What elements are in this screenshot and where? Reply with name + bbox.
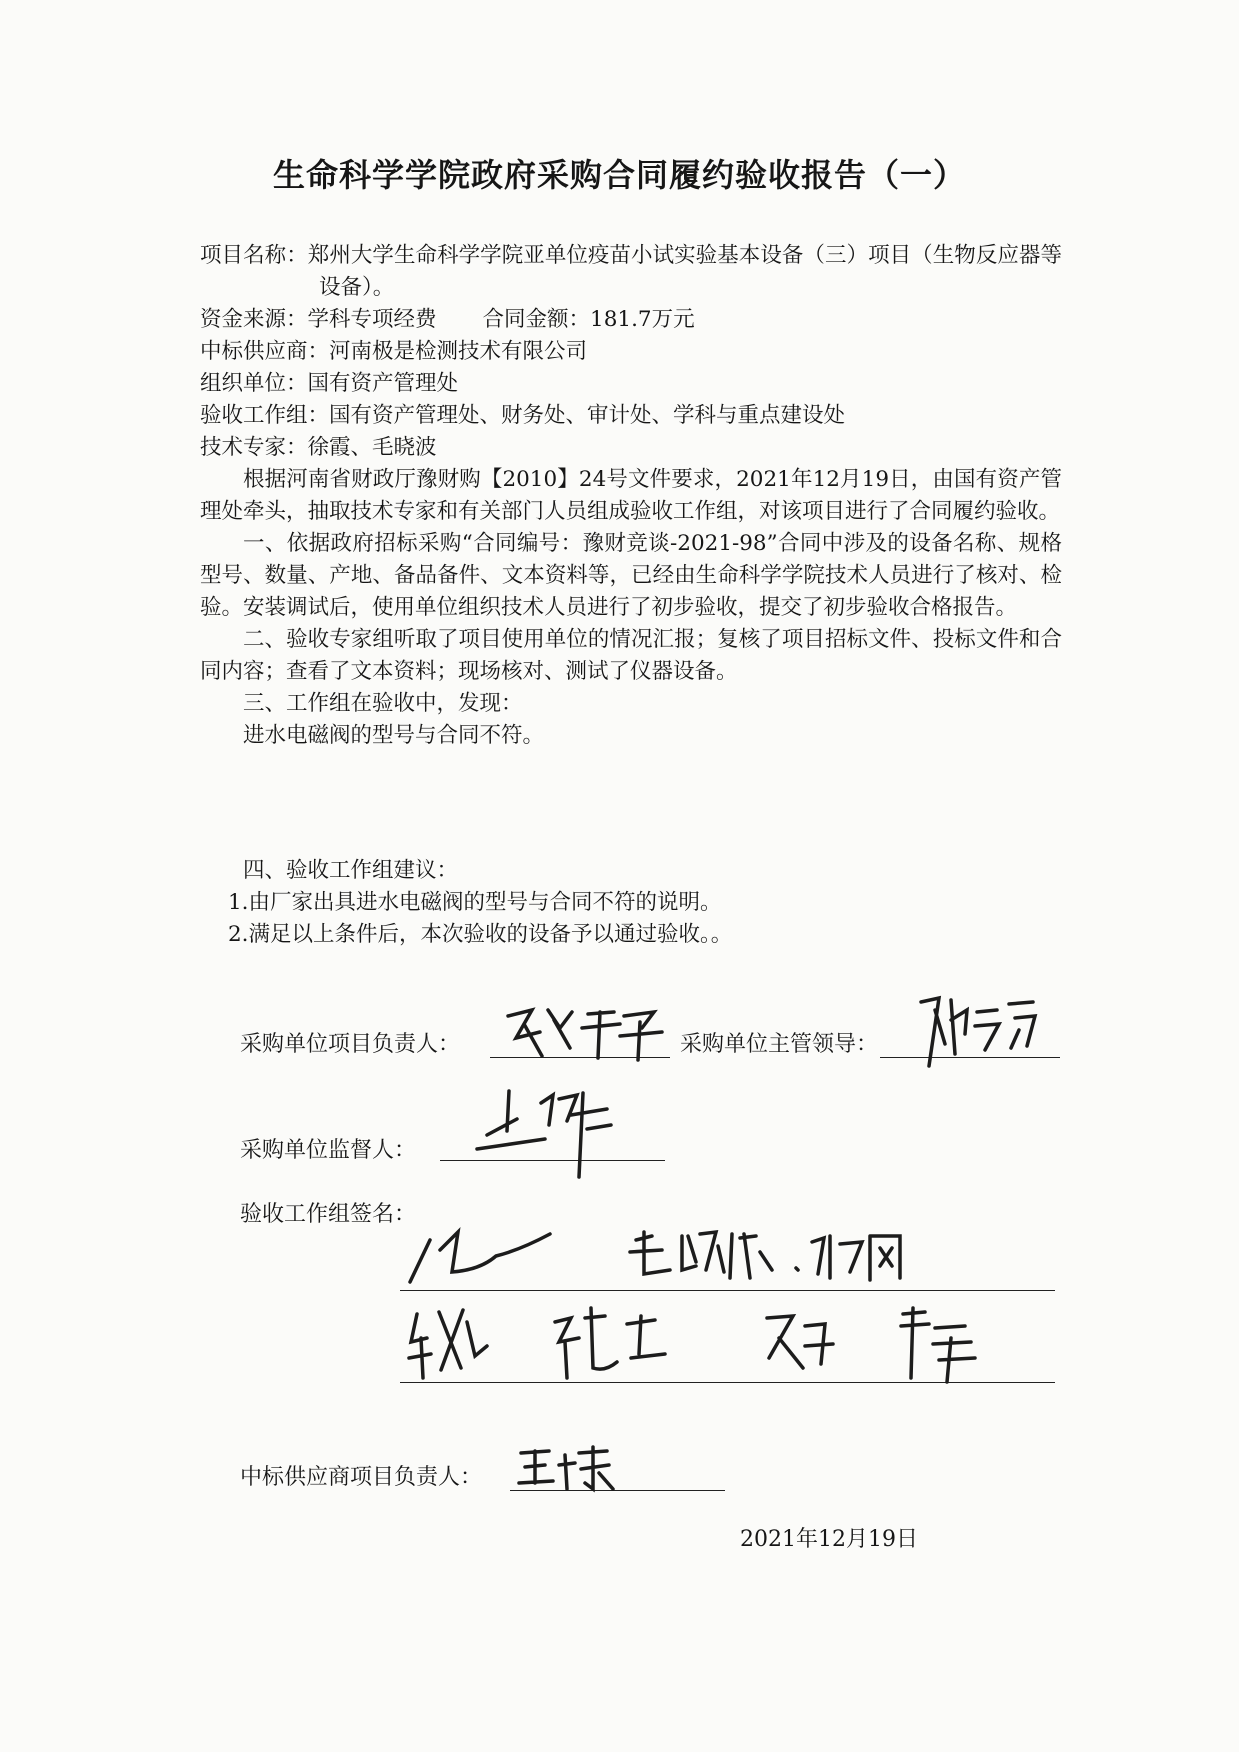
project-lead-label: 采购单位项目负责人：	[240, 1032, 461, 1057]
group-value: 国有资产管理处、财务处、审计处、学科与重点建设处	[329, 403, 846, 428]
org-value: 国有资产管理处	[307, 371, 459, 396]
amount-value: 181.7万元	[590, 307, 695, 332]
supervisor-signature	[475, 1085, 625, 1184]
supervisor-label: 采购单位监督人：	[240, 1138, 417, 1163]
intro-paragraph: 根据河南省财政厅豫财购【2010】24号文件要求，2021年12月19日，由国有资产管理处牵头，抽取技术专家和有关部门人员组成验收工作组，对该项目进行了合同履约验收。	[200, 467, 1062, 524]
report-date: 2021年12月19日	[740, 1527, 918, 1552]
manager-signature	[915, 990, 1045, 1074]
group-signatures-row-2	[405, 1298, 1055, 1392]
project-name-line	[200, 240, 1062, 304]
section-three-heading: 三、工作组在验收中，发现：	[243, 691, 523, 716]
supplier-lead-signature	[515, 1443, 625, 1497]
report-body	[200, 240, 1062, 752]
manager-label: 采购单位主管领导：	[680, 1032, 879, 1057]
section-four-heading: 四、验收工作组建议：	[243, 858, 459, 883]
amount-label: 合同金额：	[482, 307, 591, 332]
recommendations	[200, 855, 1062, 951]
fund-label: 资金来源：	[200, 307, 308, 332]
fund-line	[200, 304, 1062, 336]
section-two-paragraph: 二、验收专家组听取了项目使用单位的情况汇报；复核了项目招标文件、投标文件和合同内容；查看了文本资料；现场核对、测试了仪器设备。	[200, 627, 1062, 684]
page-title: 生命科学学院政府采购合同履约验收报告（一）	[272, 156, 966, 194]
project-lead-signature	[502, 998, 672, 1072]
section-one-paragraph: 一、依据政府招标采购“合同编号：豫财竞谈-2021-98”合同中涉及的设备名称、规格型号、数量、产地、备品备件、文本资料等，已经由生命科学学院技术人员进行了核对、检验。安装调试后，使用单位组织技术人员进行了初步验收，提交了初步验收合格报告。	[200, 531, 1062, 620]
project-value: 郑州大学生命科学学院亚单位疫苗小试实验基本设备（三）项目（生物反应器等设备）。	[307, 243, 1062, 300]
experts-line	[200, 432, 1062, 464]
experts-value: 徐霞、毛晓波	[307, 435, 437, 460]
fund-value: 学科专项经费	[307, 307, 437, 332]
supplier-label: 中标供应商：	[200, 339, 330, 364]
finding-text: 进水电磁阀的型号与合同不符。	[243, 723, 545, 748]
supplier-lead-label: 中标供应商项目负责人：	[240, 1465, 483, 1490]
supplier-line	[200, 336, 1062, 368]
org-line	[200, 368, 1062, 400]
group-line	[200, 400, 1062, 432]
group-sign-label: 验收工作组签名：	[240, 1202, 417, 1227]
recommendation-1: 1.由厂家出具进水电磁阀的型号与合同不符的说明。	[228, 890, 722, 915]
group-label: 验收工作组：	[200, 403, 330, 428]
group-signatures-row-1	[400, 1222, 1000, 1296]
org-label: 组织单位：	[200, 371, 308, 396]
project-label: 项目名称：	[200, 243, 308, 268]
recommendation-2: 2.满足以上条件后，本次验收的设备予以通过验收。。	[228, 922, 733, 947]
supplier-value: 河南极是检测技术有限公司	[329, 339, 588, 364]
experts-label: 技术专家：	[200, 435, 308, 460]
